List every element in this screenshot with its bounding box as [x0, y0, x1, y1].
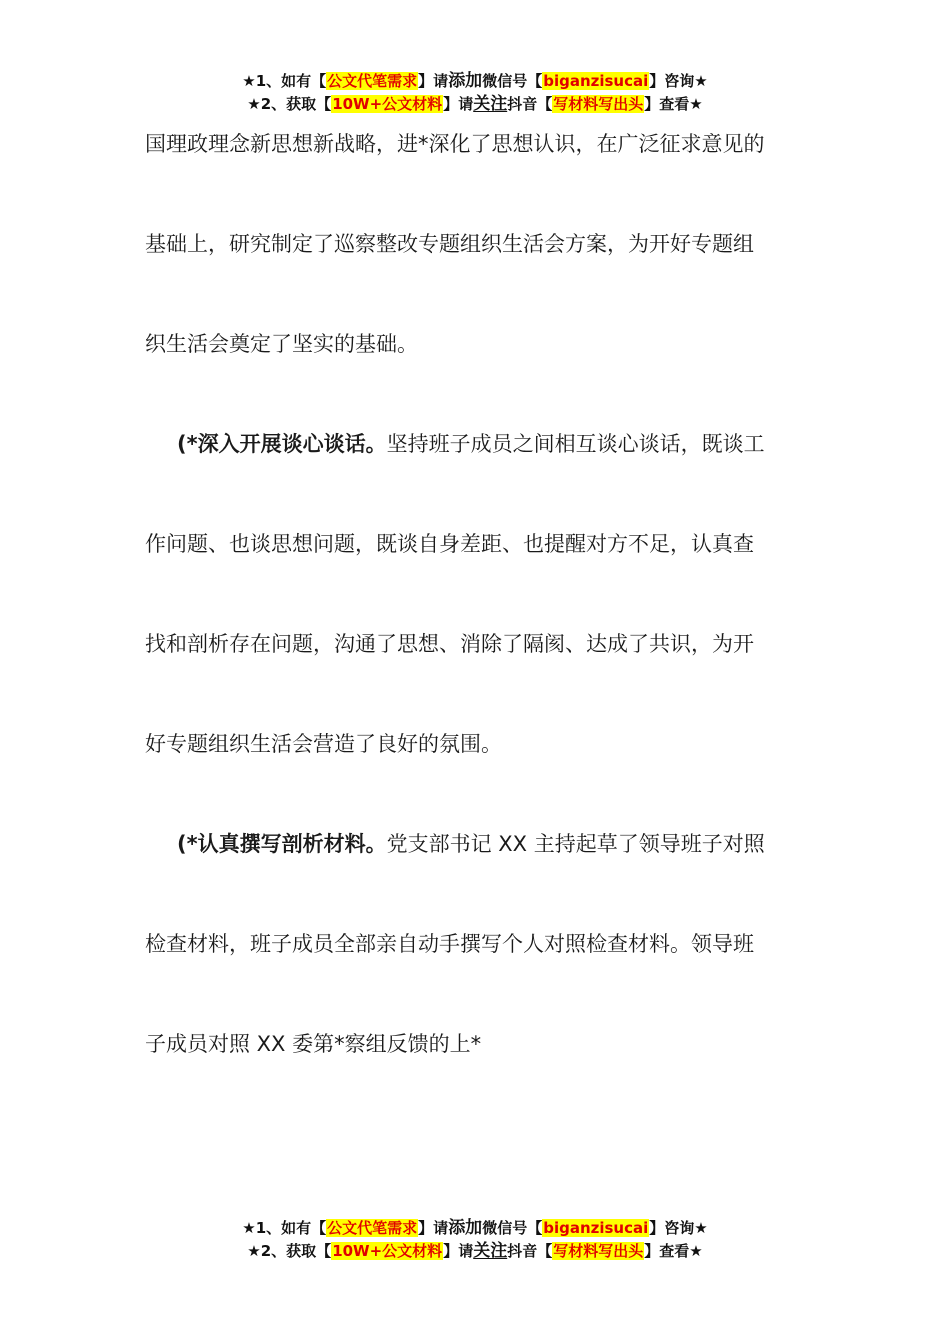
text-line: 子成员对照 XX 委第*察组反馈的上* — [145, 1032, 482, 1056]
section-heading: (*深入开展谈心谈话。 — [177, 432, 387, 456]
banner-text: 】咨询★ — [649, 72, 708, 90]
text-line: 作问题、也谈思想问题，既谈自身差距、也提醒对方不足，认真查 — [145, 532, 754, 556]
banner-highlight: 10W+公文材料 — [332, 95, 443, 113]
banner-text: 抖音【 — [507, 1242, 553, 1260]
text-line: 好专题组织生活会营造了良好的氛围。 — [145, 732, 502, 756]
text-line: 找和剖析存在问题，沟通了思想、消除了隔阂、达成了共识，为开 — [145, 632, 754, 656]
text-line: 国理政理念新思想新战略，进*深化了思想认识，在广泛征求意见的 — [145, 132, 765, 156]
header-banner — [0, 70, 950, 116]
banner-text: 】查看★ — [644, 95, 703, 113]
banner-emphasis: 添加 — [448, 71, 483, 91]
banner-text: 】请 — [443, 1242, 474, 1260]
banner-text: ★1、如有【 — [242, 72, 327, 90]
text-line — [145, 420, 815, 468]
banner-emphasis: 关注 — [473, 94, 508, 114]
banner-text: 抖音【 — [507, 95, 553, 113]
paragraph-text: 坚持班子成员之间相互谈心谈话，既谈工 — [386, 432, 765, 456]
document-body — [145, 120, 815, 1120]
banner-highlight: 公文代笔需求 — [327, 1219, 418, 1237]
banner-text: ★2、获取【 — [247, 1242, 332, 1260]
banner-text: 微信号【 — [482, 72, 543, 90]
banner-line-2 — [0, 93, 950, 116]
banner-text: 】查看★ — [644, 1242, 703, 1260]
banner-text: 】咨询★ — [649, 1219, 708, 1237]
text-line: 基础上，研究制定了巡察整改专题组织生活会方案，为开好专题组 — [145, 232, 754, 256]
footer-banner — [0, 1217, 950, 1263]
text-line: 检查材料，班子成员全部亲自动手撰写个人对照检查材料。领导班 — [145, 932, 754, 956]
banner-emphasis: 关注 — [473, 1241, 508, 1261]
banner-text: 】请 — [418, 72, 449, 90]
banner-text: ★1、如有【 — [242, 1219, 327, 1237]
banner-text: 】请 — [418, 1219, 449, 1237]
banner-highlight: 公文代笔需求 — [327, 72, 418, 90]
banner-line-1 — [0, 1217, 950, 1240]
banner-line-1 — [0, 70, 950, 93]
banner-highlight: 写材料写出头 — [553, 95, 644, 113]
banner-highlight: 写材料写出头 — [553, 1242, 644, 1260]
banner-emphasis: 添加 — [448, 1218, 483, 1238]
banner-text: 】请 — [443, 95, 474, 113]
text-line: 织生活会奠定了坚实的基础。 — [145, 332, 418, 356]
banner-text: ★2、获取【 — [247, 95, 332, 113]
section-heading: (*认真撰写剖析材料。 — [177, 832, 387, 856]
paragraph-text: 党支部书记 XX 主持起草了领导班子对照 — [386, 832, 765, 856]
banner-highlight: biganzisucai — [543, 72, 649, 90]
banner-highlight: 10W+公文材料 — [332, 1242, 443, 1260]
banner-line-2 — [0, 1240, 950, 1263]
banner-text: 微信号【 — [482, 1219, 543, 1237]
text-line — [145, 820, 815, 868]
banner-highlight: biganzisucai — [543, 1219, 649, 1237]
